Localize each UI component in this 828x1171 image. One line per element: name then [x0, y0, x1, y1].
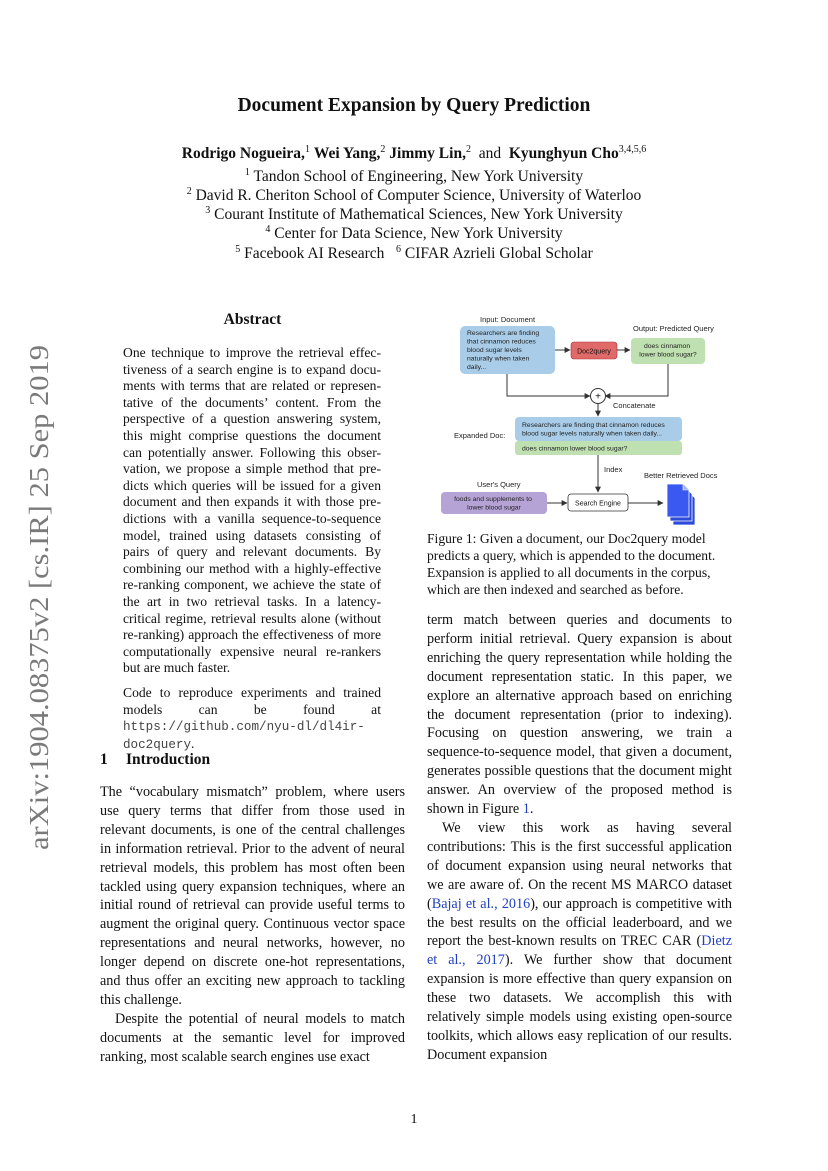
- paragraph: Despite the potential of neural models to match documents at the semantic level for improved ranking, most scalable search engines use exact: [100, 1010, 405, 1065]
- author-sup: 3,4,5,6: [618, 144, 647, 155]
- abstract-line: perspective of a question answering system,: [123, 411, 381, 427]
- abstract-line: tiveness of a search engine is to expand docu-: [123, 361, 381, 377]
- code-url-link[interactable]: com/nyu-dl/dl4ir-doc2query: [123, 720, 365, 752]
- better-docs-label: Better Retrieved Docs: [644, 471, 718, 480]
- abstract-line: can potentially answer. Following this obser-: [123, 444, 381, 460]
- plus-sign: +: [595, 391, 601, 403]
- search-engine-label: Search Engine: [575, 500, 621, 508]
- author-list: [0, 144, 828, 163]
- paragraph-text: .: [529, 801, 534, 818]
- affiliation-sup: 4: [265, 224, 271, 235]
- figure-ref-link[interactable]: 1: [522, 801, 530, 818]
- abstract-line: re-ranking) approach the effectiveness of more: [123, 627, 381, 643]
- abstract-line: tative of the documents’ content. From the: [123, 394, 381, 410]
- affiliation-sup: 5: [235, 244, 241, 255]
- affiliation-text: David R. Cheriton School of Computer Science, University of Waterloo: [195, 187, 642, 205]
- figure-diagram: [427, 312, 732, 527]
- abstract-line: critical regime, retrieval results alone (without: [123, 610, 381, 626]
- output-query-line: does cinnamon: [644, 343, 691, 350]
- affiliation: [0, 224, 828, 243]
- section-number: 1: [100, 751, 108, 768]
- figure-doc2query: [427, 312, 732, 527]
- citation-link[interactable]: Dietz et al., 2017: [427, 933, 732, 969]
- paragraph: The “vocabulary mismatch” problem, where users use query terms that differ from those used in relevant documents, is one of the central challenges in information retrieval. Prior to the advent of neural retrieval models, this problem has most often been tackled using query expansion techniques, where an initial round of retrieval can provide useful terms to augment the original query. Continuous vector space representations and neural networks, however, no longer depend on discrete one-hot representations, and thus offer an exciting new approach to tackling this challenge.: [100, 784, 405, 1008]
- concatenate-label: Concatenate: [613, 401, 656, 410]
- author-sup: 2: [380, 144, 386, 155]
- author-name: Kyunghyun Cho: [508, 145, 619, 163]
- affiliation-text: Courant Institute of Mathematical Sciences, New York University: [214, 206, 623, 224]
- arxiv-stamp: [18, 340, 58, 860]
- affiliation-text: Tandon School of Engineering, New York University: [253, 168, 584, 186]
- abstract-line: but are much faster.: [123, 660, 231, 676]
- abstract-line: computationally expensive neural re-rankers: [123, 643, 381, 659]
- code-url-link[interactable]: https://github.: [123, 720, 237, 735]
- affiliation-text: Center for Data Science, New York University: [274, 225, 563, 243]
- affiliation-sup: 3: [205, 205, 211, 216]
- section-heading: [100, 751, 210, 769]
- affiliation: [0, 205, 828, 224]
- abstract-line: pairs of query and relevant documents. By: [123, 544, 381, 560]
- output-label: Output: Predicted Query: [633, 324, 714, 333]
- author-sup: 1: [304, 144, 310, 155]
- caption-line: Figure 1: Given a document, our Doc2query model: [427, 531, 706, 546]
- page-number: 1: [410, 1112, 418, 1127]
- abstract-line: vation, we propose a simple method that pre-: [123, 461, 381, 477]
- paragraph: [427, 819, 732, 1065]
- author-name: Wei Yang,: [313, 145, 381, 163]
- affiliation-text: Facebook AI Research: [244, 245, 385, 263]
- affiliation-sup: 6: [396, 244, 402, 255]
- output-query-line: lower blood sugar?: [639, 351, 697, 359]
- affiliation: [0, 244, 828, 263]
- paragraph-text: ), our approach is competitive with the best results on the official leaderboard, and we report the best-known results on TREC CAR (: [427, 895, 732, 950]
- code-end: .: [191, 735, 195, 751]
- abstract-line: One technique to improve the retrieval effec-: [123, 345, 381, 360]
- input-doc-line: that cinnamon reduces: [467, 338, 536, 346]
- author-name: Rodrigo Nogueira,: [181, 145, 305, 163]
- abstract-line: document and then expands it with those pre-: [123, 494, 381, 510]
- input-doc-line: Researchers are finding: [467, 330, 540, 337]
- document-stack-icon: [667, 484, 695, 525]
- citation-link[interactable]: Bajaj et al., 2016: [431, 895, 531, 912]
- input-doc-line: naturally when taken: [467, 355, 530, 363]
- paragraph: [427, 611, 732, 819]
- figure-caption: [427, 530, 732, 598]
- abstract-line: combining our method with a highly-effective: [123, 560, 381, 576]
- author-name: Jimmy Lin,: [389, 145, 466, 163]
- input-label: Input: Document: [480, 315, 536, 324]
- caption-line: which are then indexed and searched as before.: [427, 582, 684, 597]
- users-query-line: foods and supplements to: [454, 496, 532, 503]
- affiliation: [0, 186, 828, 205]
- abstract-line: dictions with a vanilla sequence-to-sequence: [123, 510, 381, 526]
- abstract-line: ments with terms that are related or represen-: [123, 378, 381, 394]
- users-query-label: User's Query: [477, 480, 521, 489]
- affiliation: [0, 167, 828, 186]
- abstract-line: model, trained using datasets consisting of: [123, 527, 381, 543]
- paragraph-text: term match between queries and documents to perform initial retrieval. Query expansion is about enriching the query representation while holding the document representation static. In this paper, we explore an alternative approach based on enriching the document representation (prior to indexing). Focusing on question answering, we train a sequence-to-sequence model, that given a document, generates possible questions that the document might answer. An overview of the proposed method is shown in Figure: [427, 612, 732, 818]
- paragraph-text: ). We further show that document expansion is more effective than query expansion on these two datasets. We accomplish this with relatively simple models using existing open-source toolkits, which allows easy replication of our results. Document expansion: [427, 952, 733, 1063]
- abstract-line: dicts which queries will be issued for a given: [123, 477, 381, 493]
- expanded-doc-line: Researchers are finding that cinnamon reduces: [522, 422, 665, 429]
- author-and: and: [478, 145, 502, 163]
- abstract-line: the art in two retrieval tasks. In a latency-: [123, 593, 381, 609]
- input-doc-line: daily...: [467, 364, 487, 371]
- abstract-heading: Abstract: [223, 311, 282, 328]
- abstract-body: [123, 345, 381, 677]
- paragraph-text: We view this work as having several contributions: This is the first successful application of document expansion using neural networks that we are aware of. On the recent MS MARCO dataset (: [427, 819, 732, 912]
- intro-right-column: [427, 611, 732, 1065]
- affiliation-sup: 2: [186, 186, 192, 197]
- affiliation-text: CIFAR Azrieli Global Scholar: [404, 245, 593, 263]
- abstract-line: this might comprise questions the document: [123, 427, 381, 443]
- expanded-doc-label: Expanded Doc:: [454, 431, 506, 440]
- expanded-query-text: does cinnamon lower blood sugar?: [522, 445, 628, 453]
- abstract-line: re-ranking component, we achieve the state of: [123, 577, 381, 593]
- index-label: Index: [604, 465, 623, 474]
- caption-line: Expansion is applied to all documents in the corpus,: [427, 565, 711, 580]
- svg-text:does cinnamon lower bloo: [639, 343, 697, 359]
- arxiv-stamp-text: arXiv:1904.08375v2 [cs.IR] 25 Sep 2019: [24, 403, 54, 850]
- section-title: Introduction: [126, 751, 211, 768]
- code-text: Code to reproduce experiments and trained models can be found at: [123, 685, 381, 717]
- affiliation-sup: 1: [244, 167, 250, 178]
- users-query-line: lower blood sugar: [467, 504, 521, 512]
- author-sup: 2: [465, 144, 471, 155]
- svg-text:Researchers are finding that c: [522, 422, 667, 438]
- caption-line: predicts a query, which is appended to the document.: [427, 548, 716, 563]
- expanded-doc-line: blood sugar levels naturally when taken daily...: [522, 430, 663, 438]
- doc2query-model-label: Doc2query: [577, 348, 611, 356]
- intro-left-column: [100, 783, 405, 1067]
- code-paragraph: [123, 685, 381, 753]
- paper-title: Document Expansion by Query Prediction: [237, 95, 591, 116]
- input-doc-line: blood sugar levels: [467, 347, 522, 354]
